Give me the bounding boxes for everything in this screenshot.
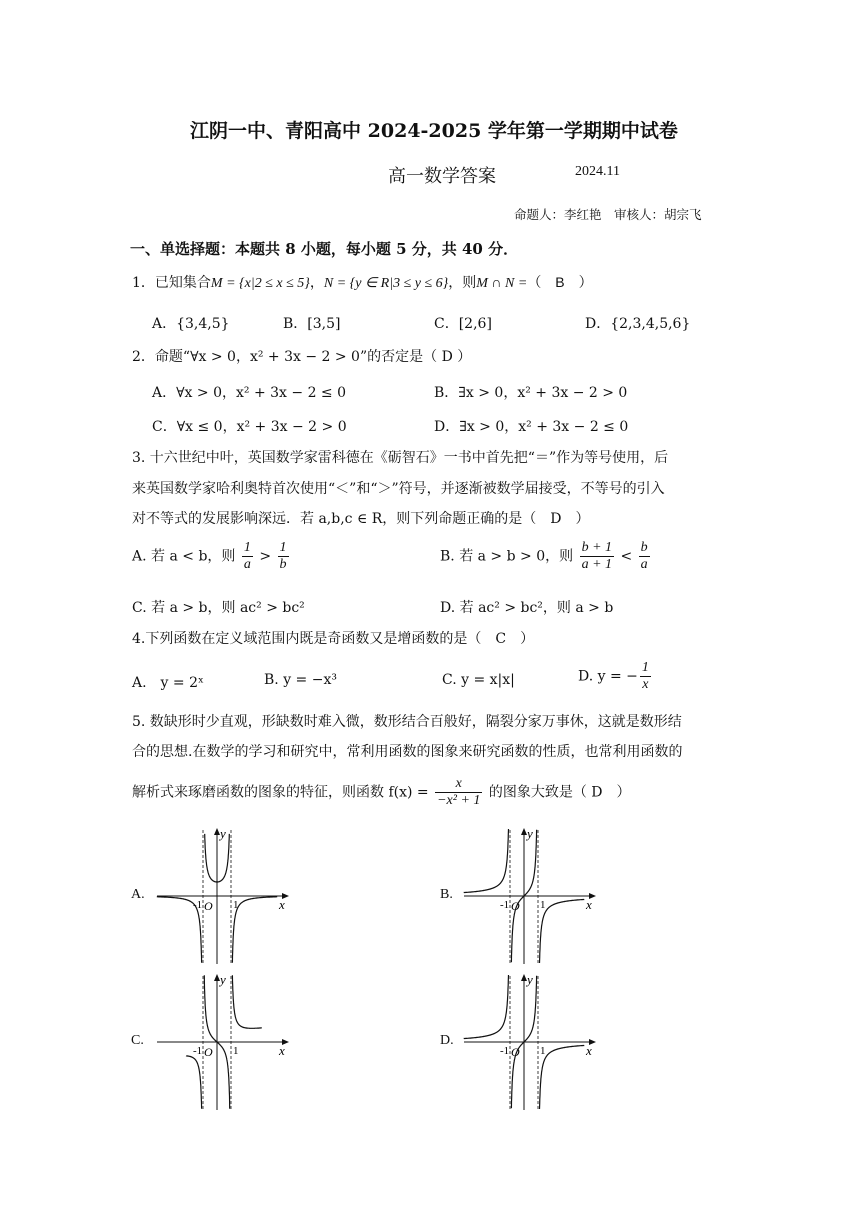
x-axis-label: x <box>279 897 285 912</box>
question-1-stem <box>132 272 593 292</box>
q1-option-a: A．{3,4,5} <box>152 316 230 332</box>
y-axis-label: y <box>220 826 226 841</box>
q5-line-3-post: 的图象大致是（ D ） <box>488 784 631 801</box>
origin-label: O <box>204 1045 213 1059</box>
graph-label-b: B. <box>440 887 453 902</box>
q3-option-a-frac-2 <box>278 540 289 573</box>
frac-denominator: a + 1 <box>581 557 613 572</box>
origin-label: O <box>511 1045 520 1059</box>
y-axis-label: y <box>527 972 533 987</box>
question-5-line-1: 5. 数缺形时少直观，形缺数时难入微，数形结合百般好，隔裂分家万事休，这就是数形结 <box>132 714 682 730</box>
question-4-stem: 4.下列函数在定义域范围内既是奇函数又是增函数的是（ C ） <box>132 631 535 647</box>
graph-c <box>155 972 295 1112</box>
graph-label-c: C. <box>131 1033 144 1048</box>
question-3-line-3: 对不等式的发展影响深远．若 a,b,c ∈ R，则下列命题正确的是（ D ） <box>132 511 590 527</box>
tick-label-pos: 1 <box>233 1045 239 1057</box>
curve-branch-3 <box>540 1045 585 1109</box>
q1-option-c: C．[2,6] <box>434 316 492 332</box>
q3-option-a <box>132 540 291 573</box>
tick-label-pos: 1 <box>540 1045 546 1057</box>
frac-numerator: 1 <box>641 660 649 675</box>
q1-option-b: B．[3,5] <box>283 316 341 332</box>
tick-label-neg: -1 <box>500 899 510 911</box>
x-axis-label: x <box>279 1043 285 1058</box>
q5-function-frac <box>435 776 482 809</box>
q1-answer: （ B ） <box>527 274 593 290</box>
origin-label: O <box>204 899 213 913</box>
tick-label-pos: 1 <box>233 899 239 911</box>
x-axis-label: x <box>586 1043 592 1058</box>
curve-branch-3 <box>232 897 277 963</box>
q2-option-a: A．∀x > 0，x² + 3x − 2 ≤ 0 <box>152 385 347 401</box>
q4-option-d <box>578 660 653 693</box>
section-heading: 一、单选择题：本题共 8 小题，每小题 5 分，共 40 分． <box>130 240 519 258</box>
frac-denominator: x <box>642 677 649 692</box>
exam-subtitle: 高一数学答案 <box>388 166 496 187</box>
exam-title: 江阴一中、青阳高中 2024-2025 学年第一学期期中试卷 <box>190 120 678 142</box>
graph-d <box>462 972 602 1112</box>
graph-label-a: A. <box>131 887 145 902</box>
q3-option-b <box>440 540 652 573</box>
graph-label-d: D. <box>440 1033 454 1048</box>
curve-branch-1 <box>186 1056 201 1109</box>
q4-option-d-frac <box>640 660 651 693</box>
q4-option-d-text: D. y = − <box>578 668 638 685</box>
y-axis-label: y <box>527 826 533 841</box>
q2-option-d: D．∃x > 0，x² + 3x − 2 ≤ 0 <box>434 419 629 435</box>
q3-option-c: C. 若 a > b，则 ac² > bc² <box>132 600 305 616</box>
frac-denominator: a <box>640 557 648 572</box>
q1-set-n: N = {y ∈ R|3 ≤ y ≤ 6} <box>323 276 449 291</box>
tick-label-neg: -1 <box>500 1045 510 1057</box>
q3-option-b-lt: < <box>620 548 633 565</box>
q1-expr: M ∩ N = <box>476 276 528 291</box>
question-5-line-2: 合的思想.在数学的学习和研究中，常利用函数的图象来研究函数的性质，也常利用函数的 <box>132 744 683 760</box>
frac-denominator: b <box>279 557 287 572</box>
q1-set-m: M = {x|2 ≤ x ≤ 5} <box>210 276 310 291</box>
frac-numerator: b <box>640 540 648 555</box>
q3-option-a-text: A. 若 a < b，则 <box>132 548 236 565</box>
q3-option-b-frac-2 <box>639 540 650 573</box>
question-3-line-2: 来英国数学家哈利奥特首次使用“＜”和“＞”符号，并逐渐被数学届接受，不等号的引入 <box>132 481 665 497</box>
curve-branch-3 <box>540 899 585 963</box>
curve-branch-1 <box>464 829 509 893</box>
frac-numerator: b + 1 <box>581 540 613 555</box>
q1-option-d: D．{2,3,4,5,6} <box>585 316 691 332</box>
tick-label-pos: 1 <box>540 899 546 911</box>
q3-option-d: D. 若 ac² > bc²，则 a > b <box>440 600 614 616</box>
graph-b <box>462 826 602 966</box>
frac-numerator: 1 <box>279 540 287 555</box>
x-axis-label: x <box>586 897 592 912</box>
origin-label: O <box>511 899 520 913</box>
curve-branch-1 <box>464 975 509 1039</box>
graph-a <box>155 826 295 966</box>
y-axis-label: y <box>220 972 226 987</box>
q4-option-b: B. y = −x³ <box>264 672 337 688</box>
q2-option-b: B．∃x > 0，x² + 3x − 2 > 0 <box>434 385 628 401</box>
frac-numerator: x <box>435 776 482 793</box>
question-5-line-3 <box>132 776 631 809</box>
q3-option-b-text: B. 若 a > b > 0，则 <box>440 548 574 565</box>
tick-label-neg: -1 <box>193 899 203 911</box>
q2-option-c: C．∀x ≤ 0，x² + 3x − 2 > 0 <box>152 419 347 435</box>
q3-option-a-gt: > <box>259 548 272 565</box>
q3-option-b-frac-1 <box>580 540 614 573</box>
frac-denominator: −x² + 1 <box>437 793 481 808</box>
tick-label-neg: -1 <box>193 1045 203 1057</box>
question-2-stem: 2．命题“∀x > 0，x² + 3x − 2 > 0”的否定是（ D ） <box>132 349 472 365</box>
q5-line-3-pre: 解析式来琢磨函数的图象的特征，则函数 f(x) = <box>132 784 429 801</box>
q3-option-a-frac-1 <box>242 540 253 573</box>
q1-sep: ， <box>309 275 324 291</box>
exam-date: 2024.11 <box>575 164 620 179</box>
q4-option-a: A. y = 2ˣ <box>132 675 204 691</box>
q1-stem-b: ，则 <box>448 275 477 291</box>
question-3-line-1: 3. 十六世纪中叶，英国数学家雷科德在《砺智石》一书中首先把“＝”作为等号使用，后 <box>132 450 669 466</box>
frac-numerator: 1 <box>243 540 251 555</box>
q1-stem-a: 1．已知集合 <box>132 275 211 291</box>
q4-option-c: C. y = x|x| <box>442 672 515 688</box>
frac-denominator: a <box>243 557 251 572</box>
curve-branch-3 <box>232 975 261 1028</box>
exam-authors: 命题人：李红艳 审核人：胡宗飞 <box>514 207 702 222</box>
